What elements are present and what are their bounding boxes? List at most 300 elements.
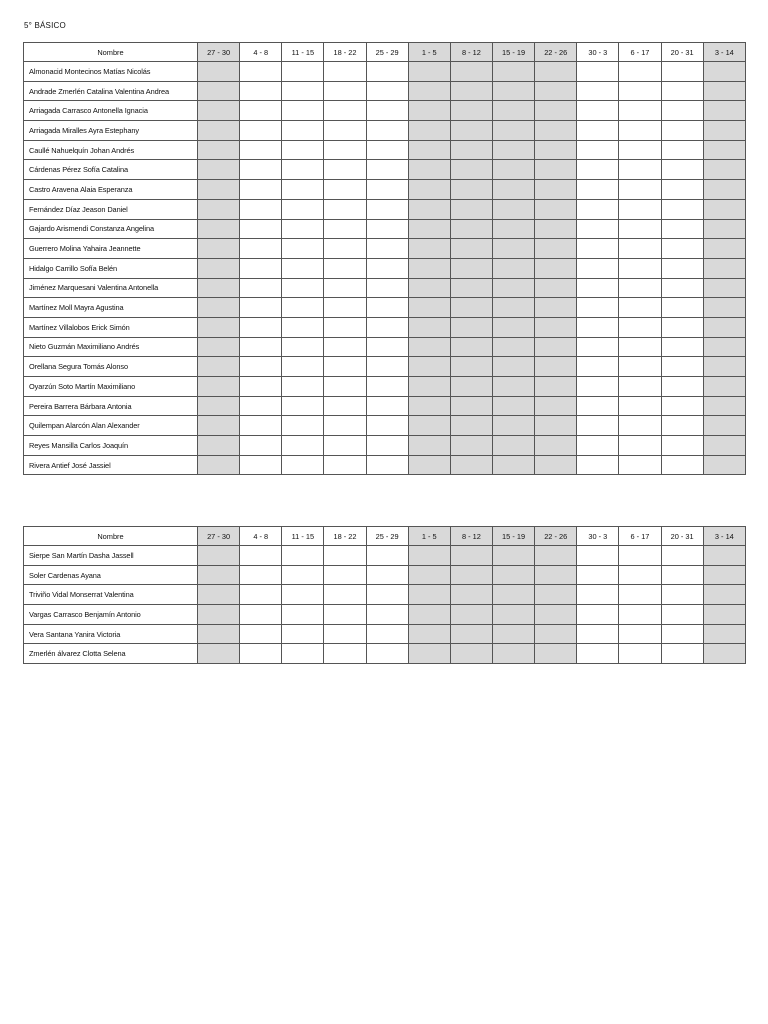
attendance-cell[interactable] (577, 436, 619, 456)
attendance-cell[interactable] (240, 396, 282, 416)
attendance-cell[interactable] (703, 180, 745, 200)
attendance-cell[interactable] (282, 239, 324, 259)
attendance-cell[interactable] (282, 565, 324, 585)
attendance-cell[interactable] (703, 219, 745, 239)
attendance-cell[interactable] (366, 219, 408, 239)
attendance-cell[interactable] (366, 565, 408, 585)
attendance-cell[interactable] (492, 180, 534, 200)
attendance-cell[interactable] (703, 121, 745, 141)
attendance-cell[interactable] (240, 565, 282, 585)
attendance-cell[interactable] (198, 239, 240, 259)
attendance-cell[interactable] (324, 436, 366, 456)
attendance-cell[interactable] (324, 416, 366, 436)
attendance-cell[interactable] (282, 455, 324, 475)
attendance-cell[interactable] (450, 624, 492, 644)
attendance-cell[interactable] (324, 160, 366, 180)
attendance-cell[interactable] (535, 546, 577, 566)
attendance-cell[interactable] (450, 337, 492, 357)
attendance-cell[interactable] (492, 160, 534, 180)
attendance-cell[interactable] (198, 101, 240, 121)
attendance-cell[interactable] (661, 219, 703, 239)
attendance-cell[interactable] (535, 62, 577, 82)
attendance-cell[interactable] (408, 258, 450, 278)
attendance-cell[interactable] (450, 81, 492, 101)
attendance-cell[interactable] (577, 416, 619, 436)
attendance-cell[interactable] (282, 180, 324, 200)
attendance-cell[interactable] (366, 160, 408, 180)
attendance-cell[interactable] (577, 81, 619, 101)
attendance-cell[interactable] (661, 160, 703, 180)
attendance-cell[interactable] (240, 605, 282, 625)
attendance-cell[interactable] (198, 81, 240, 101)
attendance-cell[interactable] (282, 337, 324, 357)
attendance-cell[interactable] (535, 624, 577, 644)
attendance-cell[interactable] (408, 180, 450, 200)
attendance-cell[interactable] (535, 605, 577, 625)
attendance-cell[interactable] (450, 140, 492, 160)
attendance-cell[interactable] (535, 278, 577, 298)
attendance-cell[interactable] (535, 455, 577, 475)
attendance-cell[interactable] (450, 62, 492, 82)
attendance-cell[interactable] (282, 377, 324, 397)
attendance-cell[interactable] (661, 644, 703, 664)
attendance-cell[interactable] (240, 81, 282, 101)
attendance-cell[interactable] (366, 101, 408, 121)
attendance-cell[interactable] (619, 219, 661, 239)
attendance-cell[interactable] (408, 565, 450, 585)
attendance-cell[interactable] (408, 219, 450, 239)
attendance-cell[interactable] (240, 199, 282, 219)
attendance-cell[interactable] (366, 81, 408, 101)
attendance-cell[interactable] (366, 455, 408, 475)
attendance-cell[interactable] (492, 81, 534, 101)
attendance-cell[interactable] (324, 258, 366, 278)
attendance-cell[interactable] (703, 585, 745, 605)
attendance-cell[interactable] (577, 377, 619, 397)
attendance-cell[interactable] (366, 605, 408, 625)
attendance-cell[interactable] (577, 317, 619, 337)
attendance-cell[interactable] (366, 278, 408, 298)
attendance-cell[interactable] (619, 585, 661, 605)
attendance-cell[interactable] (198, 624, 240, 644)
attendance-cell[interactable] (703, 605, 745, 625)
attendance-cell[interactable] (577, 546, 619, 566)
attendance-cell[interactable] (661, 546, 703, 566)
attendance-cell[interactable] (450, 298, 492, 318)
attendance-cell[interactable] (535, 258, 577, 278)
attendance-cell[interactable] (577, 298, 619, 318)
attendance-cell[interactable] (619, 546, 661, 566)
attendance-cell[interactable] (492, 278, 534, 298)
attendance-cell[interactable] (198, 278, 240, 298)
attendance-cell[interactable] (324, 180, 366, 200)
attendance-cell[interactable] (198, 140, 240, 160)
attendance-cell[interactable] (577, 565, 619, 585)
attendance-cell[interactable] (535, 337, 577, 357)
attendance-cell[interactable] (535, 298, 577, 318)
attendance-cell[interactable] (535, 160, 577, 180)
attendance-cell[interactable] (282, 258, 324, 278)
attendance-cell[interactable] (703, 377, 745, 397)
attendance-cell[interactable] (282, 278, 324, 298)
attendance-cell[interactable] (240, 140, 282, 160)
attendance-cell[interactable] (703, 81, 745, 101)
attendance-cell[interactable] (408, 81, 450, 101)
attendance-cell[interactable] (198, 258, 240, 278)
attendance-cell[interactable] (198, 298, 240, 318)
attendance-cell[interactable] (408, 605, 450, 625)
attendance-cell[interactable] (535, 565, 577, 585)
attendance-cell[interactable] (282, 62, 324, 82)
attendance-cell[interactable] (366, 239, 408, 259)
attendance-cell[interactable] (619, 605, 661, 625)
attendance-cell[interactable] (408, 62, 450, 82)
attendance-cell[interactable] (492, 624, 534, 644)
attendance-cell[interactable] (198, 121, 240, 141)
attendance-cell[interactable] (282, 140, 324, 160)
attendance-cell[interactable] (282, 298, 324, 318)
attendance-cell[interactable] (492, 436, 534, 456)
attendance-cell[interactable] (661, 199, 703, 219)
attendance-cell[interactable] (619, 357, 661, 377)
attendance-cell[interactable] (324, 585, 366, 605)
attendance-cell[interactable] (450, 455, 492, 475)
attendance-cell[interactable] (661, 605, 703, 625)
attendance-cell[interactable] (619, 565, 661, 585)
attendance-cell[interactable] (240, 298, 282, 318)
attendance-cell[interactable] (282, 436, 324, 456)
attendance-cell[interactable] (535, 644, 577, 664)
attendance-cell[interactable] (661, 337, 703, 357)
attendance-cell[interactable] (619, 278, 661, 298)
attendance-cell[interactable] (492, 239, 534, 259)
attendance-cell[interactable] (198, 357, 240, 377)
attendance-cell[interactable] (240, 180, 282, 200)
attendance-cell[interactable] (408, 357, 450, 377)
attendance-cell[interactable] (535, 239, 577, 259)
attendance-cell[interactable] (619, 160, 661, 180)
attendance-cell[interactable] (240, 239, 282, 259)
attendance-cell[interactable] (577, 219, 619, 239)
attendance-cell[interactable] (703, 101, 745, 121)
attendance-cell[interactable] (619, 377, 661, 397)
attendance-cell[interactable] (450, 396, 492, 416)
attendance-cell[interactable] (408, 644, 450, 664)
attendance-cell[interactable] (619, 121, 661, 141)
attendance-cell[interactable] (324, 278, 366, 298)
attendance-cell[interactable] (324, 337, 366, 357)
attendance-cell[interactable] (577, 337, 619, 357)
attendance-cell[interactable] (619, 199, 661, 219)
attendance-cell[interactable] (619, 81, 661, 101)
attendance-cell[interactable] (366, 416, 408, 436)
attendance-cell[interactable] (366, 546, 408, 566)
attendance-cell[interactable] (408, 377, 450, 397)
attendance-cell[interactable] (492, 455, 534, 475)
attendance-cell[interactable] (661, 317, 703, 337)
attendance-cell[interactable] (535, 357, 577, 377)
attendance-cell[interactable] (408, 140, 450, 160)
attendance-cell[interactable] (577, 121, 619, 141)
attendance-cell[interactable] (661, 258, 703, 278)
attendance-cell[interactable] (450, 565, 492, 585)
attendance-cell[interactable] (661, 62, 703, 82)
attendance-cell[interactable] (450, 160, 492, 180)
attendance-cell[interactable] (492, 565, 534, 585)
attendance-cell[interactable] (450, 436, 492, 456)
attendance-cell[interactable] (282, 416, 324, 436)
attendance-cell[interactable] (577, 624, 619, 644)
attendance-cell[interactable] (198, 317, 240, 337)
attendance-cell[interactable] (408, 278, 450, 298)
attendance-cell[interactable] (450, 416, 492, 436)
attendance-cell[interactable] (703, 298, 745, 318)
attendance-cell[interactable] (535, 180, 577, 200)
attendance-cell[interactable] (577, 140, 619, 160)
attendance-cell[interactable] (450, 180, 492, 200)
attendance-cell[interactable] (240, 317, 282, 337)
attendance-cell[interactable] (577, 180, 619, 200)
attendance-cell[interactable] (450, 585, 492, 605)
attendance-cell[interactable] (661, 565, 703, 585)
attendance-cell[interactable] (535, 219, 577, 239)
attendance-cell[interactable] (240, 416, 282, 436)
attendance-cell[interactable] (282, 121, 324, 141)
attendance-cell[interactable] (282, 605, 324, 625)
attendance-cell[interactable] (619, 317, 661, 337)
attendance-cell[interactable] (492, 337, 534, 357)
attendance-cell[interactable] (366, 585, 408, 605)
attendance-cell[interactable] (703, 546, 745, 566)
attendance-cell[interactable] (619, 337, 661, 357)
attendance-cell[interactable] (408, 436, 450, 456)
attendance-cell[interactable] (535, 199, 577, 219)
attendance-cell[interactable] (577, 278, 619, 298)
attendance-cell[interactable] (408, 239, 450, 259)
attendance-cell[interactable] (661, 585, 703, 605)
attendance-cell[interactable] (198, 416, 240, 436)
attendance-cell[interactable] (703, 357, 745, 377)
attendance-cell[interactable] (408, 121, 450, 141)
attendance-cell[interactable] (450, 278, 492, 298)
attendance-cell[interactable] (619, 396, 661, 416)
attendance-cell[interactable] (324, 121, 366, 141)
attendance-cell[interactable] (619, 140, 661, 160)
attendance-cell[interactable] (492, 140, 534, 160)
attendance-cell[interactable] (324, 219, 366, 239)
attendance-cell[interactable] (240, 101, 282, 121)
attendance-cell[interactable] (366, 624, 408, 644)
attendance-cell[interactable] (492, 298, 534, 318)
attendance-cell[interactable] (492, 258, 534, 278)
attendance-cell[interactable] (492, 101, 534, 121)
attendance-cell[interactable] (492, 546, 534, 566)
attendance-cell[interactable] (366, 121, 408, 141)
attendance-cell[interactable] (324, 546, 366, 566)
attendance-cell[interactable] (324, 396, 366, 416)
attendance-cell[interactable] (661, 81, 703, 101)
attendance-cell[interactable] (240, 62, 282, 82)
attendance-cell[interactable] (408, 199, 450, 219)
attendance-cell[interactable] (198, 585, 240, 605)
attendance-cell[interactable] (619, 624, 661, 644)
attendance-cell[interactable] (450, 546, 492, 566)
attendance-cell[interactable] (661, 121, 703, 141)
attendance-cell[interactable] (577, 605, 619, 625)
attendance-cell[interactable] (535, 416, 577, 436)
attendance-cell[interactable] (282, 585, 324, 605)
attendance-cell[interactable] (198, 396, 240, 416)
attendance-cell[interactable] (535, 140, 577, 160)
attendance-cell[interactable] (450, 199, 492, 219)
attendance-cell[interactable] (661, 298, 703, 318)
attendance-cell[interactable] (408, 298, 450, 318)
attendance-cell[interactable] (366, 199, 408, 219)
attendance-cell[interactable] (324, 455, 366, 475)
attendance-cell[interactable] (366, 140, 408, 160)
attendance-cell[interactable] (577, 62, 619, 82)
attendance-cell[interactable] (240, 337, 282, 357)
attendance-cell[interactable] (703, 565, 745, 585)
attendance-cell[interactable] (492, 317, 534, 337)
attendance-cell[interactable] (492, 62, 534, 82)
attendance-cell[interactable] (535, 317, 577, 337)
attendance-cell[interactable] (324, 81, 366, 101)
attendance-cell[interactable] (408, 624, 450, 644)
attendance-cell[interactable] (324, 624, 366, 644)
attendance-cell[interactable] (450, 317, 492, 337)
attendance-cell[interactable] (619, 455, 661, 475)
attendance-cell[interactable] (619, 101, 661, 121)
attendance-cell[interactable] (366, 436, 408, 456)
attendance-cell[interactable] (324, 565, 366, 585)
attendance-cell[interactable] (408, 396, 450, 416)
attendance-cell[interactable] (619, 298, 661, 318)
attendance-cell[interactable] (198, 436, 240, 456)
attendance-cell[interactable] (198, 160, 240, 180)
attendance-cell[interactable] (661, 416, 703, 436)
attendance-cell[interactable] (198, 62, 240, 82)
attendance-cell[interactable] (282, 81, 324, 101)
attendance-cell[interactable] (324, 298, 366, 318)
attendance-cell[interactable] (240, 121, 282, 141)
attendance-cell[interactable] (324, 377, 366, 397)
attendance-cell[interactable] (198, 565, 240, 585)
attendance-cell[interactable] (324, 199, 366, 219)
attendance-cell[interactable] (661, 239, 703, 259)
attendance-cell[interactable] (661, 101, 703, 121)
attendance-cell[interactable] (703, 644, 745, 664)
attendance-cell[interactable] (198, 455, 240, 475)
attendance-cell[interactable] (366, 298, 408, 318)
attendance-cell[interactable] (492, 605, 534, 625)
attendance-cell[interactable] (703, 416, 745, 436)
attendance-cell[interactable] (240, 377, 282, 397)
attendance-cell[interactable] (703, 239, 745, 259)
attendance-cell[interactable] (450, 239, 492, 259)
attendance-cell[interactable] (619, 239, 661, 259)
attendance-cell[interactable] (240, 258, 282, 278)
attendance-cell[interactable] (450, 121, 492, 141)
attendance-cell[interactable] (450, 101, 492, 121)
attendance-cell[interactable] (619, 416, 661, 436)
attendance-cell[interactable] (535, 585, 577, 605)
attendance-cell[interactable] (450, 644, 492, 664)
attendance-cell[interactable] (492, 585, 534, 605)
attendance-cell[interactable] (450, 357, 492, 377)
attendance-cell[interactable] (619, 258, 661, 278)
attendance-cell[interactable] (366, 377, 408, 397)
attendance-cell[interactable] (282, 546, 324, 566)
attendance-cell[interactable] (408, 416, 450, 436)
attendance-cell[interactable] (535, 101, 577, 121)
attendance-cell[interactable] (240, 278, 282, 298)
attendance-cell[interactable] (577, 160, 619, 180)
attendance-cell[interactable] (240, 357, 282, 377)
attendance-cell[interactable] (535, 121, 577, 141)
attendance-cell[interactable] (324, 62, 366, 82)
attendance-cell[interactable] (366, 644, 408, 664)
attendance-cell[interactable] (703, 396, 745, 416)
attendance-cell[interactable] (535, 81, 577, 101)
attendance-cell[interactable] (619, 644, 661, 664)
attendance-cell[interactable] (282, 199, 324, 219)
attendance-cell[interactable] (366, 337, 408, 357)
attendance-cell[interactable] (535, 377, 577, 397)
attendance-cell[interactable] (703, 160, 745, 180)
attendance-cell[interactable] (703, 199, 745, 219)
attendance-cell[interactable] (703, 337, 745, 357)
attendance-cell[interactable] (703, 455, 745, 475)
attendance-cell[interactable] (408, 317, 450, 337)
attendance-cell[interactable] (661, 140, 703, 160)
attendance-cell[interactable] (492, 199, 534, 219)
attendance-cell[interactable] (535, 396, 577, 416)
attendance-cell[interactable] (366, 317, 408, 337)
attendance-cell[interactable] (577, 199, 619, 219)
attendance-cell[interactable] (408, 337, 450, 357)
attendance-cell[interactable] (282, 357, 324, 377)
attendance-cell[interactable] (661, 455, 703, 475)
attendance-cell[interactable] (408, 546, 450, 566)
attendance-cell[interactable] (198, 605, 240, 625)
attendance-cell[interactable] (619, 180, 661, 200)
attendance-cell[interactable] (577, 585, 619, 605)
attendance-cell[interactable] (492, 644, 534, 664)
attendance-cell[interactable] (577, 101, 619, 121)
attendance-cell[interactable] (198, 644, 240, 664)
attendance-cell[interactable] (492, 396, 534, 416)
attendance-cell[interactable] (661, 624, 703, 644)
attendance-cell[interactable] (240, 160, 282, 180)
attendance-cell[interactable] (408, 101, 450, 121)
attendance-cell[interactable] (408, 160, 450, 180)
attendance-cell[interactable] (366, 180, 408, 200)
attendance-cell[interactable] (282, 219, 324, 239)
attendance-cell[interactable] (324, 101, 366, 121)
attendance-cell[interactable] (577, 455, 619, 475)
attendance-cell[interactable] (661, 436, 703, 456)
attendance-cell[interactable] (492, 121, 534, 141)
attendance-cell[interactable] (450, 219, 492, 239)
attendance-cell[interactable] (282, 160, 324, 180)
attendance-cell[interactable] (366, 357, 408, 377)
attendance-cell[interactable] (577, 239, 619, 259)
attendance-cell[interactable] (198, 546, 240, 566)
attendance-cell[interactable] (492, 416, 534, 436)
attendance-cell[interactable] (282, 101, 324, 121)
attendance-cell[interactable] (366, 258, 408, 278)
